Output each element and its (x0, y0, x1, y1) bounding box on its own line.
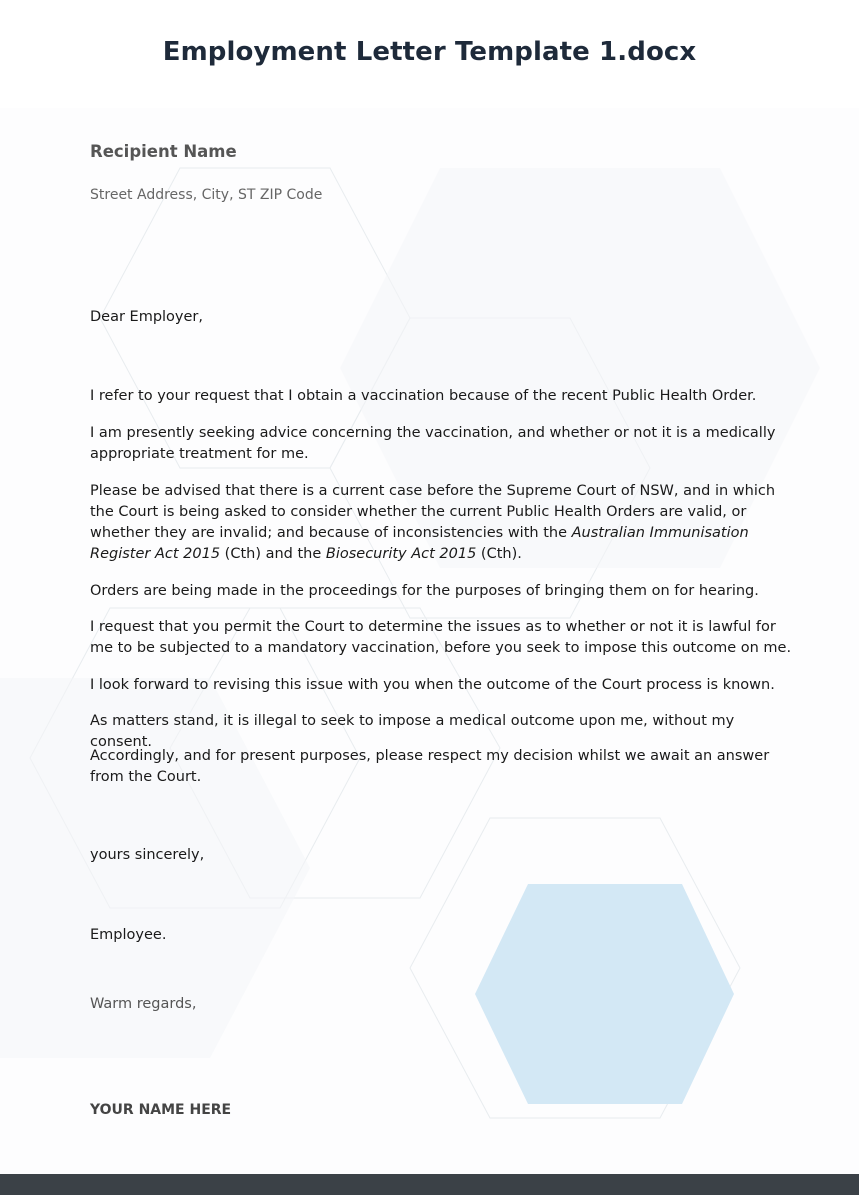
paragraph-3-text-c: (Cth) and the (220, 546, 326, 562)
paragraph-7: As matters stand, it is illegal to seek to impose a medical outcome upon me, without my consent. (90, 713, 735, 750)
paragraph-5: I request that you permit the Court to determine the issues as to whether or not it is lawful for me to be subjected to a mandatory vaccination, before you seek to impose this outcome on me. (90, 619, 792, 656)
your-name: YOUR NAME HERE (90, 1102, 232, 1118)
paragraph-6: I look forward to revising this issue with you when the outcome of the Court process is known. (90, 677, 775, 693)
footer-bar (0, 1174, 859, 1195)
paragraph-8: Accordingly, and for present purposes, please respect my decision whilst we await an answer from the Court. (90, 748, 770, 785)
document-title: Employment Letter Template 1.docx (162, 37, 697, 67)
paragraph-3-act-1: Australian Immunisation Register Act 2015 (90, 525, 749, 562)
paragraph-3 (90, 481, 795, 565)
paragraph-3-act-2: Biosecurity Act 2015 (325, 546, 477, 562)
paragraph-2: I am presently seeking advice concerning the vaccination, and whether or not it is a medically appropriate treatment for me. (90, 425, 776, 462)
signature: Employee. (90, 927, 167, 943)
paragraph-1: I refer to your request that I obtain a vaccination because of the recent Public Health Order. (90, 388, 757, 404)
paragraph-3-text-a: Please be advised that there is a current case before the Supreme Court of NSW, and in which the Court is being asked to consider whether the current Public Health Orders are valid, or whether they are invalid; and because of inconsistencies with the (90, 483, 776, 541)
recipient-name: Recipient Name (90, 142, 237, 161)
greeting: Dear Employer, (90, 309, 204, 325)
paragraph-3-text-e: (Cth). (476, 546, 522, 562)
recipient-address: Street Address, City, ST ZIP Code (90, 187, 323, 203)
closing: yours sincerely, (90, 847, 205, 863)
accent-hexagon (475, 884, 734, 1104)
document-page[interactable] (0, 108, 859, 1174)
warm-regards: Warm regards, (90, 996, 197, 1012)
document-title-bar (0, 0, 859, 108)
paragraph-4: Orders are being made in the proceedings for the purposes of bringing them on for hearing. (90, 583, 759, 599)
